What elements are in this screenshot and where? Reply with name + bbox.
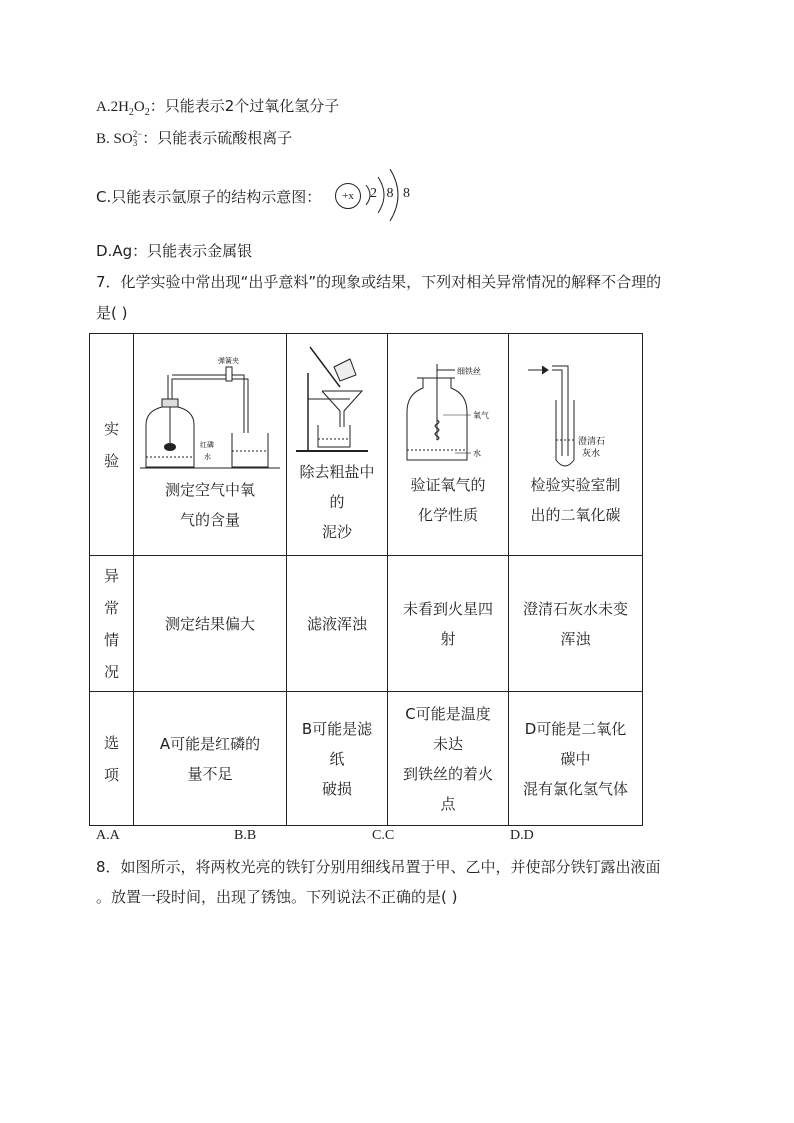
- cell-experiment-c: [388, 334, 509, 556]
- label-iron-wire: 细铁丝: [457, 366, 481, 376]
- q6-option-d: [96, 241, 252, 261]
- caption-experiment-d: 检验实验室制 出的二氧化碳: [530, 475, 621, 524]
- caption-experiment-c: 验证氧气的 化学性质: [410, 475, 486, 524]
- label-spring-clamp: 弹簧夹: [218, 356, 239, 365]
- caption-experiment-a: 测定空气中氧 气的含量: [164, 480, 255, 529]
- q8-stem-line2: 。放置一段时间，出现了锈蚀。下列说法不正确的是( ): [96, 888, 458, 906]
- label-phosphorus: 红磷: [200, 440, 214, 449]
- cell-abnormal-c: 未看到火星四 射: [388, 556, 509, 692]
- cell-abnormal-d: 澄清石灰水未变 浑浊: [509, 556, 643, 692]
- label-limewater-2: 灰水: [581, 448, 600, 459]
- label-oxygen: 氧气: [473, 410, 489, 420]
- q6-a-sub2: 2: [144, 107, 150, 118]
- cell-option-a: A可能是红磷的 量不足: [134, 692, 287, 826]
- q6-a-sub1: 2: [128, 107, 134, 118]
- caption-experiment-b: 除去粗盐中 的 泥沙: [299, 462, 375, 541]
- apparatus-filtration-icon: [292, 343, 382, 457]
- cell-experiment-b: [287, 334, 388, 556]
- row-header-experiment: 实 验: [90, 334, 134, 556]
- apparatus-iron-wire-icon: [393, 360, 503, 470]
- q6-a-text: ：只能表示2个过氧化氢分子: [149, 97, 340, 115]
- q6-c-text: C.只能表示氩原子的结构示意图：: [96, 188, 322, 206]
- answer-choice-c[interactable]: C.C: [372, 828, 395, 843]
- cell-experiment-d: [509, 334, 643, 556]
- cell-option-c: C可能是温度 未达 到铁丝的着火 点: [388, 692, 509, 826]
- label-limewater-1: 澄清石: [577, 436, 605, 447]
- apparatus-air-oxygen-icon: [140, 355, 280, 475]
- electron-shell-numbers: 2 8 8: [370, 186, 413, 201]
- q7-stem-line1: 7．化学实验中常出现“出乎意料”的现象或结果，下列对相关异常情况的解释不合理的: [96, 273, 662, 291]
- q7-stem-line2: 是( ): [96, 304, 128, 322]
- table-row-experiment: [90, 334, 643, 556]
- q6-b-text: ：只能表示硫酸根离子: [142, 129, 293, 147]
- q6-option-b: [96, 128, 292, 149]
- answer-choice-a[interactable]: A.A: [96, 828, 120, 843]
- cell-option-b: B可能是滤 纸 破损: [287, 692, 388, 826]
- row-header-abnormal: 异 常 情 况: [90, 556, 134, 692]
- q6-a-mid: O: [133, 99, 145, 115]
- row-header-options: 选 项: [90, 692, 134, 826]
- label-water-a: 水: [204, 452, 211, 461]
- q6-b-prefix: B. SO: [96, 131, 133, 147]
- q6-a-prefix: A.2H: [96, 99, 129, 115]
- table-row-abnormal: [90, 556, 643, 692]
- q6-option-a: [96, 96, 339, 123]
- q6-d-text: D.Ag：只能表示金属银: [96, 242, 253, 260]
- cell-abnormal-a: 测定结果偏大: [134, 556, 287, 692]
- atom-nucleus: +x: [335, 183, 361, 209]
- apparatus-co2-test-icon: [516, 360, 636, 470]
- q7-table: [89, 333, 643, 826]
- q8-stem-line1: 8．如图所示，将两枚光亮的铁钉分别用细线吊置于甲、乙中，并使部分铁钉露出液面: [96, 858, 661, 876]
- table-row-options: [90, 692, 643, 826]
- cell-experiment-a: [134, 334, 287, 556]
- answer-choice-b[interactable]: B.B: [234, 828, 257, 843]
- label-water-c: 水: [473, 448, 481, 458]
- q6-b-sup: 2−: [132, 128, 143, 139]
- q6-option-c: [96, 187, 321, 207]
- cell-abnormal-b: 滤液浑浊: [287, 556, 388, 692]
- cell-option-d: D可能是二氧化 碳中 混有氯化氢气体: [509, 692, 643, 826]
- answer-choice-d[interactable]: D.D: [510, 828, 534, 843]
- q6-b-sub: 3: [132, 137, 138, 148]
